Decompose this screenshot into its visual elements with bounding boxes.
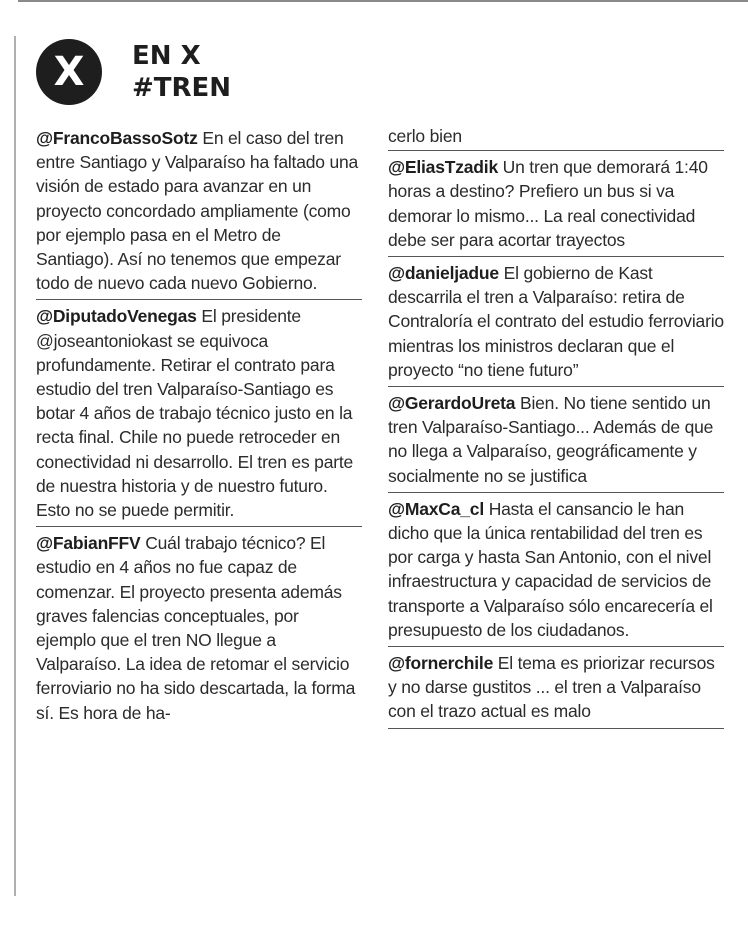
post	[388, 155, 724, 257]
post	[388, 651, 724, 729]
post-handle: @EliasTzadik	[388, 157, 498, 178]
post-handle: @DiputadoVenegas	[36, 306, 197, 327]
post-handle: @MaxCa_cl	[388, 498, 485, 519]
top-rule	[18, 0, 748, 2]
divider	[388, 150, 724, 151]
post-text: El presidente @joseantoniokast se equivoca profundamente. Retirar el contrato para estudio del tren Valparaíso-Santiago es botar 4 años de trabajo técnico justo en la recta final. Chile no puede retroceder en conectividad ni desarrollo. El tren es parte de nuestra historia y de nuestro futuro. Esto no se puede permitir.	[36, 306, 354, 521]
post-continuation: cerlo bien	[388, 126, 462, 146]
section-header	[36, 36, 231, 108]
x-logo-icon	[36, 39, 102, 105]
right-column	[388, 124, 724, 733]
post	[36, 304, 362, 527]
post-text: El gobierno de Kast descarrila el tren a Valparaíso: retira de Contraloría el contrato del estudio ferroviario mientras los ministros declaran que el proyecto “no tiene futuro”	[388, 263, 724, 380]
post	[36, 531, 362, 729]
post-handle: @FrancoBassoSotz	[36, 128, 198, 148]
post-handle: @GerardoUreta	[388, 393, 516, 414]
post-text: El tema es priorizar recursos y no darse gustitos ... el tren a Valparaíso con el trazo actual es malo	[388, 653, 715, 722]
post-handle: @danieljadue	[388, 263, 499, 284]
left-rule	[14, 36, 16, 896]
post-text: Un tren que demorará 1:40 horas a destino? Prefiero un bus si va demorar lo mismo... La real conectividad debe ser para acortar trayectos	[388, 157, 708, 250]
post	[388, 261, 724, 387]
post-handle: @FabianFFV	[36, 533, 141, 554]
post-text: Hasta el cansancio le han dicho que la única rentabilidad del tren es por carga y hasta San Antonio, con el nivel infraestructura y capacidad de servicios de transporte a Valparaíso sólo encarecería el presupuesto de los ciudadanos.	[388, 498, 713, 640]
post-handle: @fornerchile	[388, 653, 494, 674]
left-column	[36, 126, 362, 733]
post-text: En el caso del tren entre Santiago y Valparaíso ha faltado una visión de estado para avanzar en un proyecto concordado ampliamente (como por ejemplo pasa en el Metro de Santiago). Así no tenemos que empezar todo de nuevo cada nuevo Gobierno.	[36, 128, 359, 294]
post-text: Bien. No tiene sentido un tren Valparaíso-Santiago... Además de que no llega a Valparaíso, geográficamente y socialmente no se justifica	[388, 393, 714, 486]
post	[388, 497, 724, 647]
section-title-line2: #TREN	[132, 73, 232, 103]
x-logo-letter: X	[53, 49, 85, 95]
post	[36, 126, 362, 300]
section-title	[132, 40, 231, 104]
post	[388, 391, 724, 493]
section-title-line1: EN X	[132, 41, 201, 71]
post-text: Cuál trabajo técnico? El estudio en 4 años no fue capaz de comenzar. El proyecto presenta además graves falencias conceptuales, por ejemplo que el tren NO llegue a Valparaíso. La idea de retomar el servicio ferroviario no ha sido descartada, la forma sí. Es hora de ha-	[36, 533, 356, 723]
